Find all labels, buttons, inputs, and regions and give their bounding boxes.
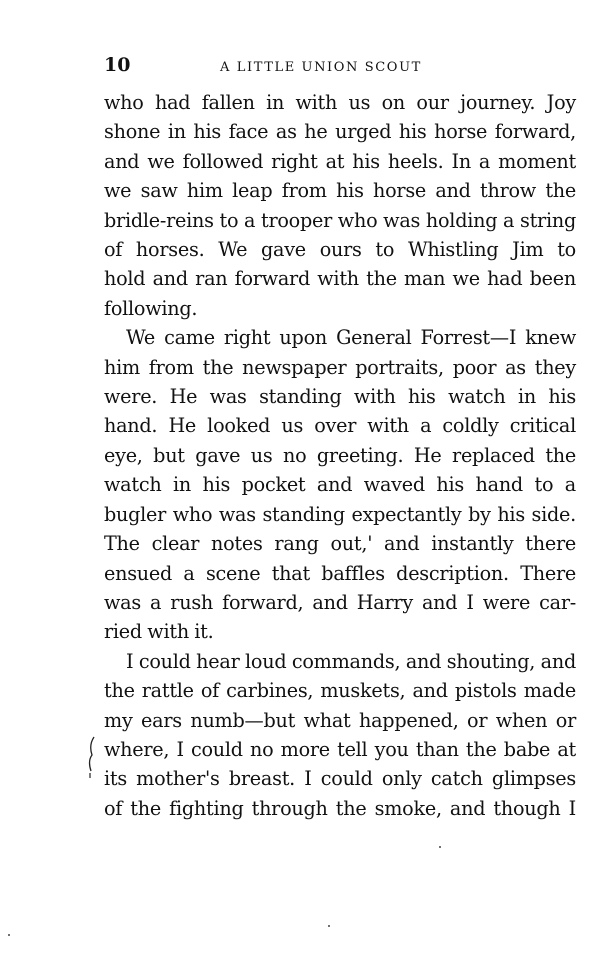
text-line: who had fallen in with us on our journey. Joy [104, 91, 576, 114]
text-line: hold and ran forward with the man we had been [104, 267, 576, 291]
text-line: hand. He looked us over with a coldly critical [104, 414, 576, 438]
running-title: A LITTLE UNION SCOUT [220, 60, 422, 75]
text-line: shone in his face as he urged his horse forward, [104, 120, 576, 144]
scan-speck [439, 846, 441, 848]
text-line: We came right upon General Forrest—I knew [126, 326, 576, 350]
scan-speck [328, 925, 330, 927]
paragraph-3 [104, 647, 576, 823]
body-text [104, 88, 576, 823]
text-line: and we followed right at his heels. In a moment [104, 149, 576, 173]
text-line: was a rush forward, and Harry and I were car- [104, 590, 576, 614]
text-line: ensued a scene that baffles description. There [104, 561, 576, 585]
text-line: I could hear loud commands, and shouting, and [126, 649, 576, 673]
text-line: of horses. We gave ours to Whistling Jim to [104, 238, 576, 262]
text-line: where, I could no more tell you than the babe at [104, 737, 576, 761]
paragraph-1 [104, 88, 576, 323]
text-line: eye, but gave us no greeting. He replaced the [104, 443, 576, 467]
paragraph-2 [104, 323, 576, 646]
margin-bracket-mark [86, 735, 96, 779]
text-line: bridle-reins to a trooper who was holding a string [104, 208, 576, 232]
text-line: were. He was standing with his watch in his [104, 385, 576, 409]
text-line: ried with it. [104, 620, 214, 644]
text-line: of the fighting through the smoke, and though I [104, 796, 576, 820]
text-line: bugler who was standing expectantly by his side. [104, 502, 576, 526]
text-line: the rattle of carbines, muskets, and pistols made [104, 679, 576, 703]
page-number: 10 [104, 54, 131, 76]
text-line: him from the newspaper portraits, poor as they [104, 355, 576, 379]
scan-speck [8, 934, 10, 936]
text-line: my ears numb—but what happened, or when or [104, 708, 576, 732]
text-line: The clear notes rang out,' and instantly there [104, 532, 576, 556]
text-line: following. [104, 296, 198, 320]
text-line: we saw him leap from his horse and throw the [104, 179, 576, 203]
text-line: its mother's breast. I could only catch glimpses [104, 767, 576, 791]
text-line: watch in his pocket and waved his hand to a [104, 473, 576, 497]
